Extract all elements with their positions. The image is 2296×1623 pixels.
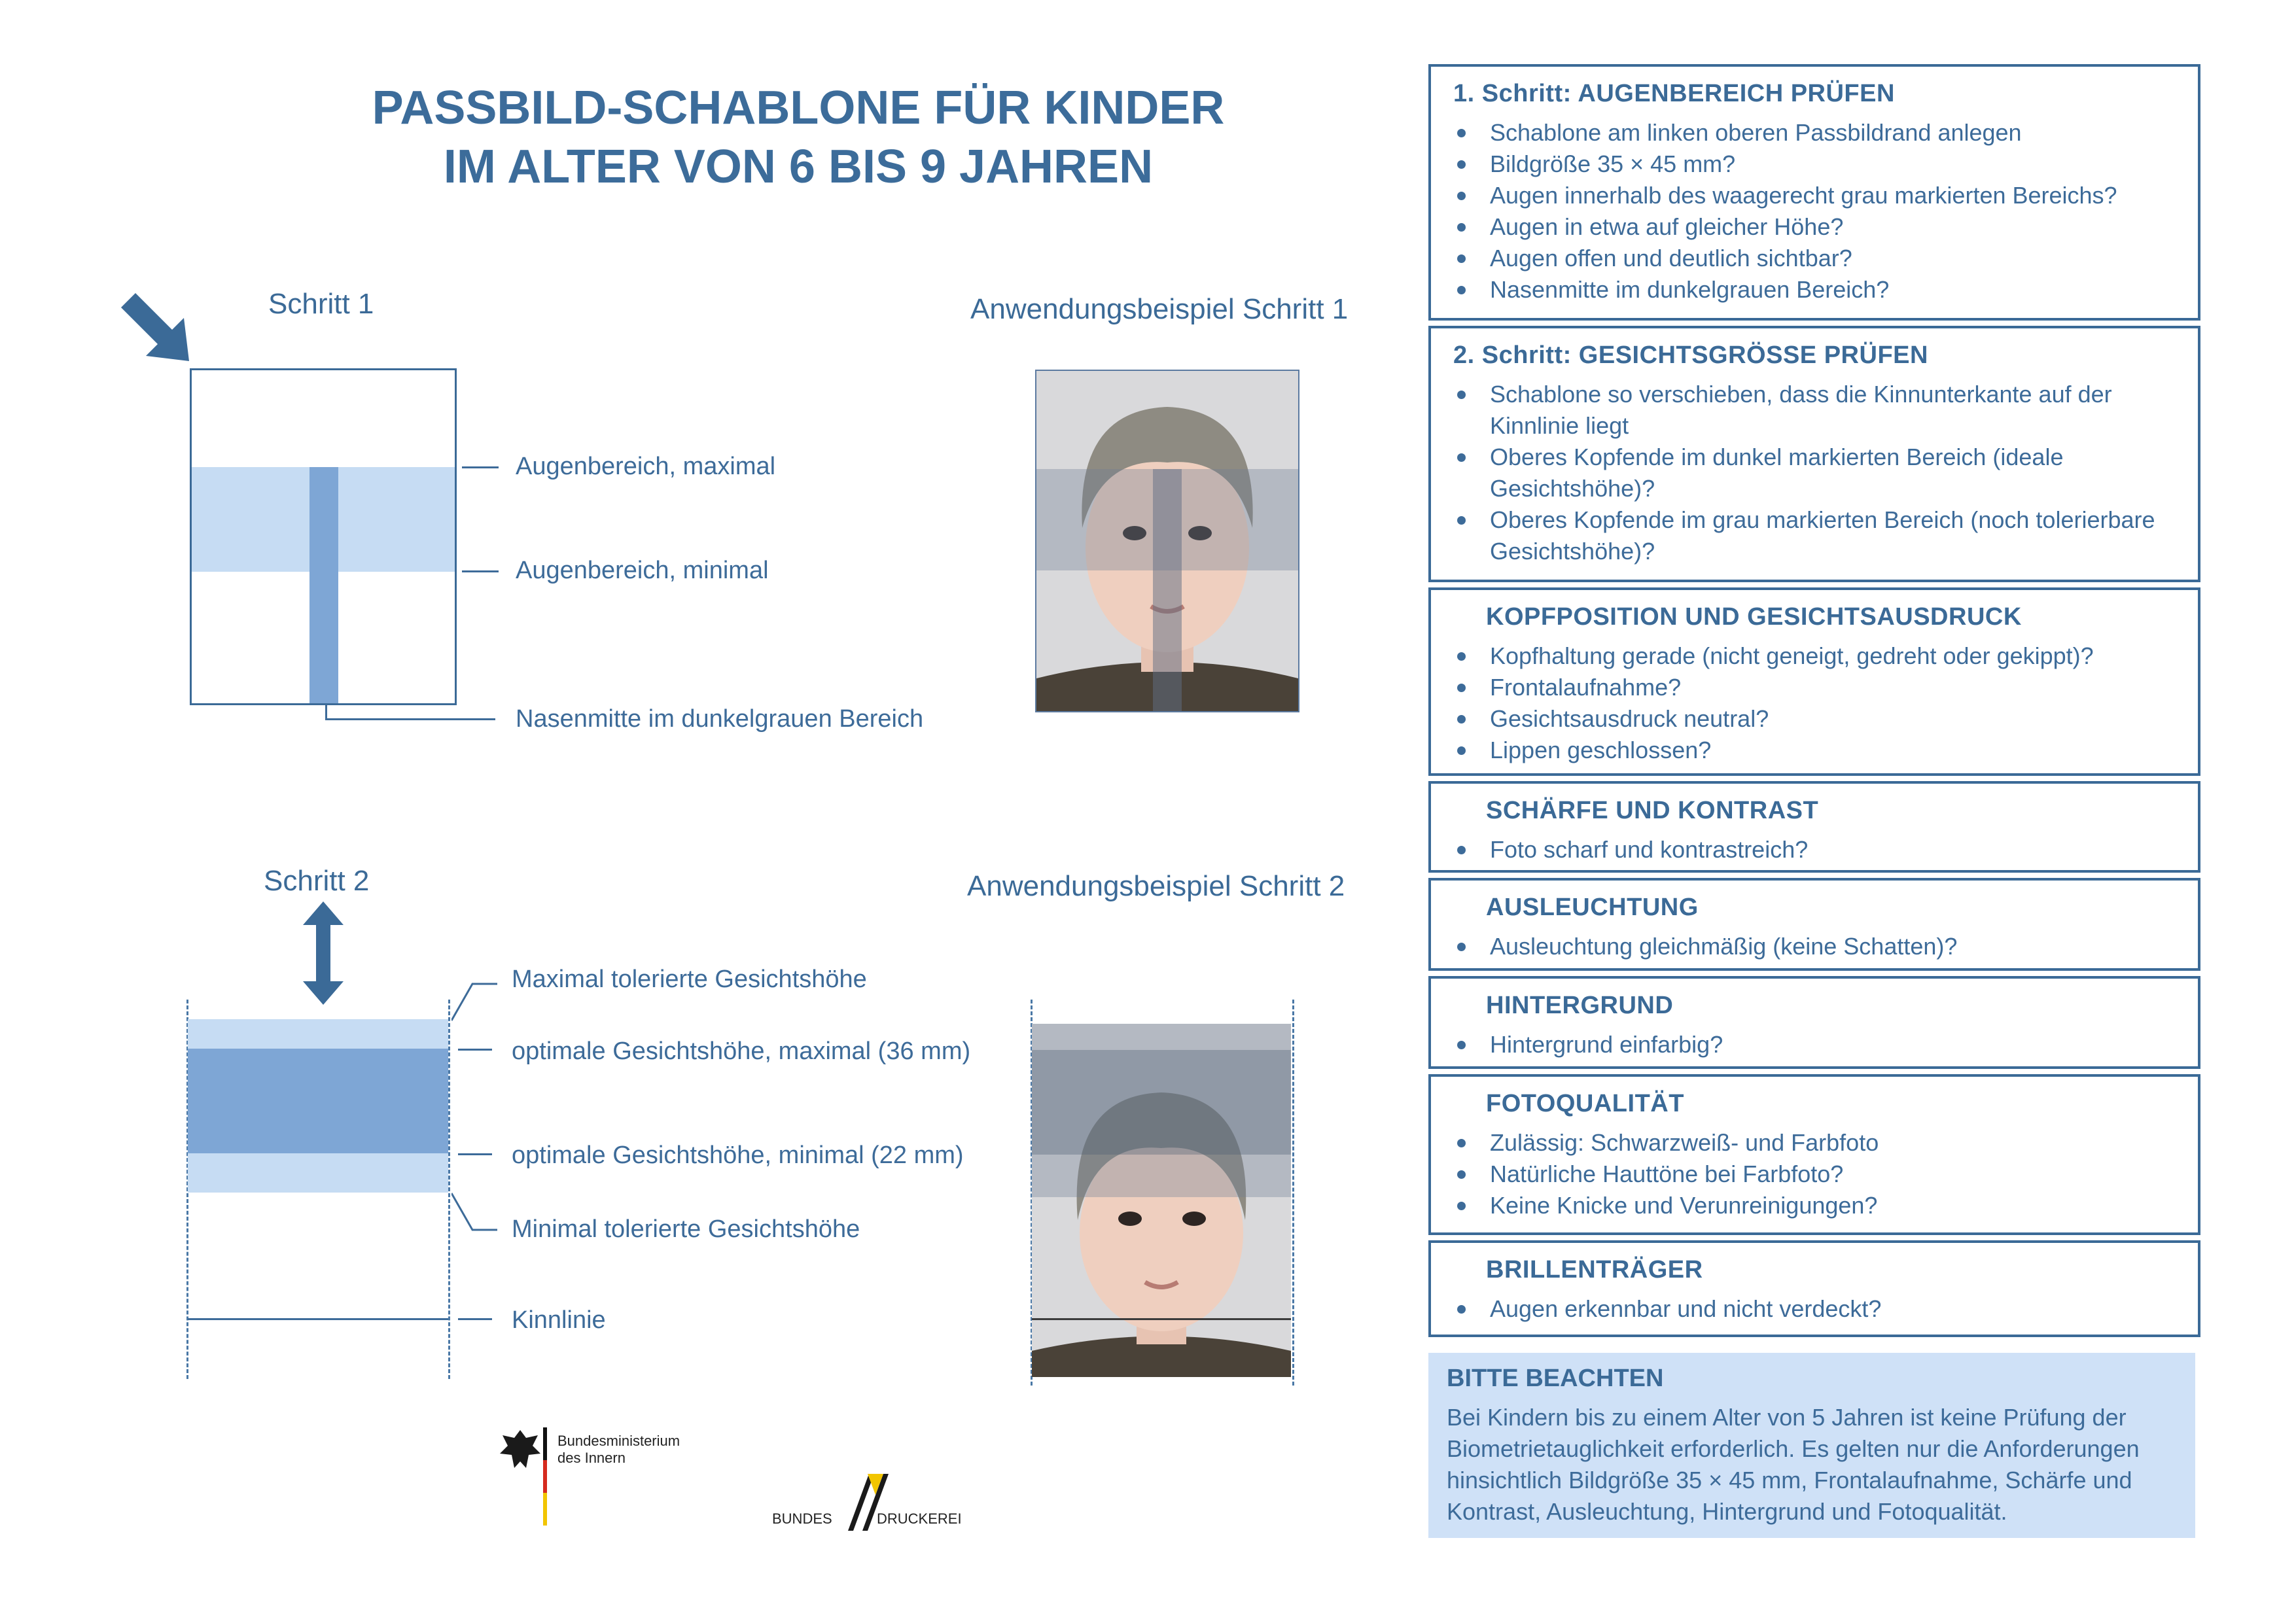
example-photo-step1 — [1035, 370, 1299, 712]
label-max-tolerated: Maximal tolerierte Gesichtshöhe — [512, 966, 867, 993]
checklist-heading: HINTERGRUND — [1486, 992, 1674, 1019]
label-eye-max: Augenbereich, maximal — [516, 453, 776, 480]
note-box — [1428, 1353, 2195, 1538]
checklist-item: Oberes Kopfende im grau markierten Bereich (noch tolerierbare Gesichtshöhe)? — [1453, 504, 2178, 567]
example-photo-step2 — [1032, 1024, 1291, 1377]
step1-template — [190, 368, 457, 705]
label-nose-center: Nasenmitte im dunkelgrauen Bereich — [516, 705, 924, 733]
checklist-box-step1 — [1428, 64, 2200, 321]
checklist-heading: SCHÄRFE UND KONTRAST — [1486, 797, 1819, 824]
connector-min-tolerated — [451, 1191, 497, 1235]
checklist-box-step2 — [1428, 326, 2200, 582]
diagonal-arrow-icon — [121, 293, 196, 368]
note-heading: BITTE BEACHTEN — [1447, 1365, 1664, 1392]
step1-label: Schritt 1 — [268, 288, 374, 320]
checklist-item: Nasenmitte im dunkelgrauen Bereich? — [1453, 274, 2178, 305]
federal-eagle-icon — [497, 1427, 543, 1473]
checklist-item: Hintergrund einfarbig? — [1453, 1029, 2178, 1060]
page-title — [242, 79, 1354, 196]
checklist-item: Kopfhaltung gerade (nicht geneigt, gedreht oder gekippt)? — [1453, 640, 2178, 672]
label-min-tolerated: Minimal tolerierte Gesichtshöhe — [512, 1215, 860, 1243]
checklist-item: Natürliche Hauttöne bei Farbfoto? — [1453, 1159, 2178, 1190]
checklist-box-glasses — [1428, 1240, 2200, 1337]
bundesdruckerei-logo: BUNDES DRUCKEREI — [772, 1469, 988, 1534]
german-flag-bar — [543, 1427, 547, 1526]
checklist-box-background — [1428, 976, 2200, 1069]
title-line-2: IM ALTER VON 6 BIS 9 JAHREN — [443, 141, 1154, 193]
checklist-item: Augen erkennbar und nicht verdeckt? — [1453, 1293, 2178, 1325]
checklist-heading: KOPFPOSITION UND GESICHTSAUSDRUCK — [1486, 603, 2022, 631]
label-eye-min: Augenbereich, minimal — [516, 557, 769, 584]
vertical-double-arrow-icon — [303, 901, 344, 1005]
checklist-item: Schablone so verschieben, dass die Kinnunterkante auf der Kinnlinie liegt — [1453, 379, 2178, 442]
checklist-item: Foto scharf und kontrastreich? — [1453, 834, 2178, 865]
optimal-face-height-band — [188, 1049, 448, 1153]
checklist-item: Lippen geschlossen? — [1453, 735, 2178, 766]
checklist-heading: FOTOQUALITÄT — [1486, 1090, 1684, 1117]
step2-example-label: Anwendungsbeispiel Schritt 2 — [967, 870, 1345, 902]
checklist-heading: AUSLEUCHTUNG — [1486, 894, 1699, 921]
step2-label: Schritt 2 — [264, 865, 370, 897]
label-optimal-max: optimale Gesichtshöhe, maximal (36 mm) — [512, 1038, 971, 1065]
checklist-item: Gesichtsausdruck neutral? — [1453, 703, 2178, 735]
checklist-box-photo-quality — [1428, 1074, 2200, 1235]
checklist-box-sharpness — [1428, 781, 2200, 873]
checklist-heading: BRILLENTRÄGER — [1486, 1256, 1703, 1283]
checklist-item: Augen innerhalb des waagerecht grau markierten Bereichs? — [1453, 180, 2178, 211]
checklist-heading: 2. Schritt: GESICHTSGRÖSSE PRÜFEN — [1453, 341, 1928, 369]
label-optimal-min: optimale Gesichtshöhe, minimal (22 mm) — [512, 1142, 964, 1169]
checklist-heading: 1. Schritt: AUGENBEREICH PRÜFEN — [1453, 80, 1895, 107]
label-chin-line: Kinnlinie — [512, 1306, 606, 1334]
title-line-1: PASSBILD-SCHABLONE FÜR KINDER — [372, 82, 1225, 134]
checklist-item: Frontalaufnahme? — [1453, 672, 2178, 703]
checklist-item: Schablone am linken oberen Passbildrand anlegen — [1453, 117, 2178, 148]
nose-center-band — [309, 467, 338, 703]
connector-max-tolerated — [451, 980, 497, 1024]
checklist-item: Bildgröße 35 × 45 mm? — [1453, 148, 2178, 180]
checklist-item: Oberes Kopfende im dunkel markierten Bereich (ideale Gesichtshöhe)? — [1453, 442, 2178, 504]
step1-example-label: Anwendungsbeispiel Schritt 1 — [970, 293, 1349, 325]
bmi-logo-text: Bundesministerium des Innern — [557, 1433, 680, 1466]
checklist-item: Ausleuchtung gleichmäßig (keine Schatten)? — [1453, 931, 2178, 962]
checklist-item: Keine Knicke und Verunreinigungen? — [1453, 1190, 2178, 1221]
checklist-box-head-position — [1428, 587, 2200, 776]
checklist-box-lighting — [1428, 878, 2200, 971]
checklist-item: Zulässig: Schwarzweiß- und Farbfoto — [1453, 1127, 2178, 1159]
note-text: Bei Kindern bis zu einem Alter von 5 Jahren ist keine Prüfung der Biometrietauglichkeit erforderlich. Es gelten nur die Anforderungen hinsichtlich Bildgröße 35 × 45 mm, Frontalaufnahme, Schärfe und Kontrast, Ausleuchtung, Hintergrund und Fotoqualität. — [1447, 1404, 2140, 1525]
checklist-item: Augen offen und deutlich sichtbar? — [1453, 243, 2178, 274]
checklist-item: Augen in etwa auf gleicher Höhe? — [1453, 211, 2178, 243]
